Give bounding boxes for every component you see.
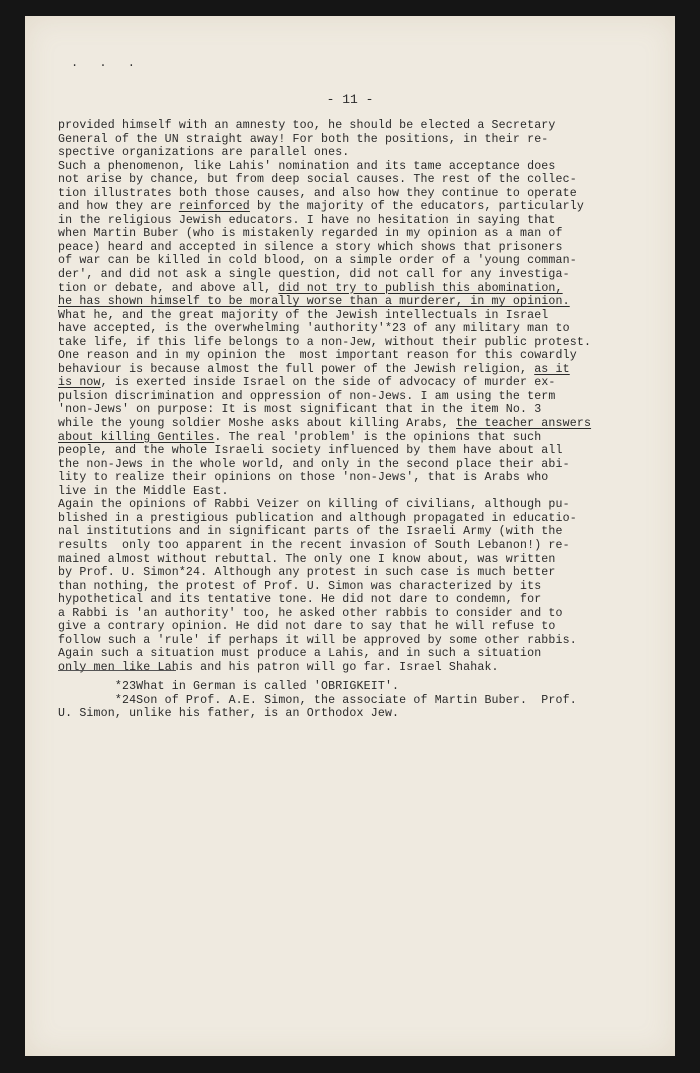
text-segment: results only too apparent in the recent invasion of South Lebanon!) re-	[58, 538, 570, 552]
text-line	[58, 390, 658, 404]
text-segment: in the religious Jewish educators. I have no hesitation in saying that	[58, 213, 556, 227]
text-segment: take life, if this life belongs to a non-Jew, without their public protest.	[58, 335, 592, 349]
text-segment: give a contrary opinion. He did not dare to say that he will refuse to	[58, 620, 556, 634]
text-segment: , is exerted inside Israel on the side of advocacy of murder ex-	[100, 376, 556, 390]
underlined-text: the teacher answers	[456, 417, 592, 431]
text-segment: behaviour is because almost the full power of the Jewish religion,	[58, 362, 535, 376]
text-segment: by Prof. U. Simon*24. Although any protest in such case is much better	[58, 566, 556, 580]
underlined-text: reinforced	[178, 200, 250, 214]
text-line	[58, 444, 658, 458]
text-segment: mained almost without rebuttal. The only one I know about, was written	[58, 552, 556, 566]
text-line	[58, 661, 658, 675]
text-segment: only men like Lahis and his patron will go far. Israel Shahak.	[58, 660, 499, 674]
text-line	[58, 620, 658, 634]
text-segment: Such a phenomenon, like Lahis' nomination and its tame acceptance does	[58, 159, 556, 173]
text-segment: while the young soldier Moshe asks about killing Arabs,	[58, 417, 457, 431]
text-line	[58, 254, 658, 268]
text-segment: a Rabbi is 'an authority' too, he asked other rabbis to consider and to	[58, 606, 563, 620]
text-segment: than nothing, the protest of Prof. U. Simon was characterized by its	[58, 579, 542, 593]
text-line	[58, 187, 658, 201]
text-segment: follow such a 'rule' if perhaps it will be approved by some other rabbis.	[58, 633, 577, 647]
text-segment: lity to realize their opinions on those 'non-Jews', that is Arabs who	[58, 471, 549, 485]
footnote-line: U. Simon, unlike his father, is an Orthodox Jew.	[58, 707, 400, 721]
text-line	[58, 119, 658, 133]
text-segment: tion illustrates both those causes, and also how they continue to operate	[58, 186, 577, 200]
text-line	[58, 322, 658, 336]
text-line	[58, 553, 658, 567]
text-line	[58, 431, 658, 445]
underlined-text: as it	[534, 362, 570, 376]
text-segment: pulsion discrimination and oppression of non-Jews. I am using the term	[58, 389, 556, 403]
text-line	[58, 593, 658, 607]
text-segment: the non-Jews in the whole world, and only in the second place their abi-	[58, 457, 570, 471]
text-line	[58, 634, 658, 648]
text-line	[58, 512, 658, 526]
text-segment: hypothetical and its tentative tone. He did not dare to condemn, for	[58, 593, 542, 607]
page-number: - 11 -	[326, 92, 374, 107]
underlined-text: did not try to publish this abomination,	[278, 281, 563, 295]
corner-marks: . . .	[71, 56, 143, 70]
text-segment: Again such a situation must produce a Lahis, and in such a situation	[58, 647, 542, 661]
text-segment: not arise by chance, but from deep social causes. The rest of the collec-	[58, 173, 577, 187]
text-line	[58, 295, 658, 309]
text-segment: General of the UN straight away! For both the positions, in their re-	[58, 132, 549, 146]
text-segment: people, and the whole Israeli society influenced by them have about all	[58, 444, 563, 458]
text-segment: provided himself with an amnesty too, he should be elected a Secretary	[58, 119, 556, 132]
text-line	[58, 539, 658, 553]
text-segment: spective organizations are parallel ones.	[58, 146, 350, 160]
text-line	[58, 173, 658, 187]
text-segment: when Martin Buber (who is mistakenly regarded in my opinion as a man of	[58, 227, 563, 241]
underlined-text: about killing Gentiles	[58, 430, 215, 444]
text-line	[58, 498, 658, 512]
text-segment: of war can be killed in cold blood, on a simple order of a 'young comman-	[58, 254, 577, 268]
text-line	[58, 566, 658, 580]
text-line	[58, 363, 658, 377]
text-line	[58, 580, 658, 594]
footnote-divider	[58, 670, 176, 671]
text-line	[58, 309, 658, 323]
footnotes	[58, 680, 658, 721]
text-line	[58, 133, 658, 147]
text-segment: blished in a prestigious publication and although propagated in educatio-	[58, 511, 577, 525]
text-line	[58, 647, 658, 661]
underlined-text: he has shown himself to be morally worse than a murderer, in my opinion.	[58, 295, 570, 309]
text-line	[58, 376, 658, 390]
text-line	[58, 214, 658, 228]
text-line	[58, 282, 658, 296]
text-line	[58, 525, 658, 539]
text-segment: Again the opinions of Rabbi Veizer on killing of civilians, although pu-	[58, 498, 570, 512]
footnote-line: *23What in German is called 'OBRIGKEIT'.	[58, 680, 400, 693]
text-line	[58, 607, 658, 621]
text-line	[58, 241, 658, 255]
text-line	[58, 160, 658, 174]
text-segment: tion or debate, and above all,	[58, 281, 279, 295]
underlined-text: is now	[58, 376, 101, 390]
text-segment: and how they are	[58, 200, 179, 214]
text-segment: nal institutions and in significant parts of the Israeli Army (with the	[58, 525, 563, 539]
text-segment: peace) heard and accepted in silence a story which shows that prisoners	[58, 240, 563, 254]
text-segment: der', and did not ask a single question, did not call for any investiga-	[58, 268, 570, 282]
text-segment: One reason and in my opinion the most important reason for this cowardly	[58, 349, 577, 363]
text-segment: 'non-Jews' on purpose: It is most significant that in the item No. 3	[58, 403, 542, 417]
text-segment: live in the Middle East.	[58, 484, 229, 498]
text-segment: What he, and the great majority of the Jewish intellectuals in Israel	[58, 308, 549, 322]
text-line	[58, 200, 658, 214]
document-page	[25, 16, 675, 1056]
text-line	[58, 349, 658, 363]
footnote-line: *24Son of Prof. A.E. Simon, the associate of Martin Buber. Prof.	[58, 693, 577, 707]
text-line	[58, 227, 658, 241]
text-line	[58, 403, 658, 417]
text-line	[58, 336, 658, 350]
text-segment: have accepted, is the overwhelming 'authority'*23 of any military man to	[58, 322, 570, 336]
text-line	[58, 268, 658, 282]
text-line	[58, 146, 658, 160]
text-line	[58, 458, 658, 472]
text-segment: . The real 'problem' is the opinions that such	[214, 430, 542, 444]
text-line	[58, 417, 658, 431]
text-line	[58, 485, 658, 499]
text-line	[58, 471, 658, 485]
body-text	[58, 119, 658, 674]
text-segment: by the majority of the educators, particularly	[249, 200, 584, 214]
